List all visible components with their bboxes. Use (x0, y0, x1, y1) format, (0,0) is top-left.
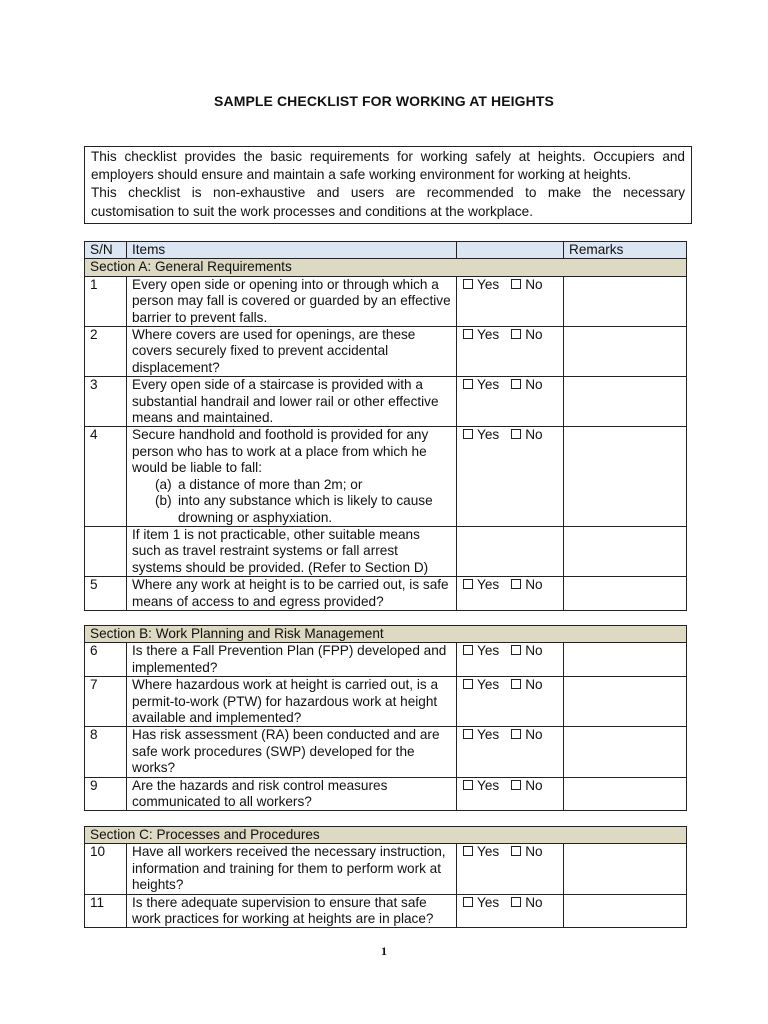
section-b-header-row (85, 626, 687, 643)
row-sn (85, 526, 127, 576)
table-row (85, 844, 687, 894)
remarks-cell[interactable] (564, 643, 687, 677)
remarks-cell[interactable] (564, 777, 687, 811)
no-label: No (525, 894, 543, 910)
row-item-text: Every open side or opening into or through which a person may fall is covered or guarded by an effective barrier to prevent falls. (127, 276, 457, 326)
no-label: No (525, 327, 543, 343)
row-sn: 11 (85, 894, 127, 928)
yes-checkbox[interactable] (463, 897, 473, 907)
no-label: No (525, 844, 543, 860)
yes-label: Yes (477, 727, 500, 743)
yes-checkbox[interactable] (463, 279, 473, 289)
yes-no-options (457, 844, 564, 894)
yes-no-options (457, 577, 564, 611)
no-label: No (525, 577, 543, 593)
section-b-title: Section B: Work Planning and Risk Management (85, 626, 687, 643)
section-a-header-row (85, 259, 687, 276)
no-label: No (525, 427, 543, 443)
answer-cell-empty (457, 526, 564, 576)
table-row (85, 327, 687, 377)
header-remarks: Remarks (564, 242, 687, 259)
remarks-cell[interactable] (564, 377, 687, 427)
yes-no-options (457, 377, 564, 427)
yes-checkbox[interactable] (463, 379, 473, 389)
remarks-cell[interactable] (564, 844, 687, 894)
checklist-table-section-b (84, 625, 687, 811)
yes-label: Yes (477, 894, 500, 910)
yes-no-options (457, 894, 564, 928)
row-item-text: If item 1 is not practicable, other suitable means such as travel restraint systems or fall arrest systems should be provided. (Refer to Section D) (127, 526, 457, 576)
row-sn: 6 (85, 643, 127, 677)
intro-box (84, 146, 692, 224)
section-c-header-row (85, 827, 687, 844)
yes-label: Yes (477, 643, 500, 659)
yes-label: Yes (477, 327, 500, 343)
yes-checkbox[interactable] (463, 679, 473, 689)
yes-label: Yes (477, 777, 500, 793)
remarks-cell[interactable] (564, 526, 687, 576)
header-items: Items (127, 242, 457, 259)
table-row (85, 577, 687, 611)
remarks-cell[interactable] (564, 677, 687, 727)
no-checkbox[interactable] (511, 379, 521, 389)
no-label: No (525, 377, 543, 393)
yes-checkbox[interactable] (463, 645, 473, 655)
yes-label: Yes (477, 577, 500, 593)
no-checkbox[interactable] (511, 780, 521, 790)
row-item-text: Has risk assessment (RA) been conducted and are safe work procedures (SWP) developed for the works? (127, 727, 457, 777)
yes-checkbox[interactable] (463, 579, 473, 589)
row-sn: 7 (85, 677, 127, 727)
row-item-text: Is there adequate supervision to ensure that safe work practices for working at heights are in place? (127, 894, 457, 928)
table-row (85, 643, 687, 677)
remarks-cell[interactable] (564, 727, 687, 777)
sub-item-b: (b) into any substance which is likely to cause drowning or asphyxiation. (155, 493, 433, 525)
row-item-text: Where hazardous work at height is carried out, is a permit-to-work (PTW) for hazardous work at height available and implemented? (127, 677, 457, 727)
yes-no-options (457, 777, 564, 811)
yes-label: Yes (477, 844, 500, 860)
row-sn: 1 (85, 276, 127, 326)
table-row (85, 377, 687, 427)
row-item-main: Secure handhold and foothold is provided for any person who has to work at a place from which he would be liable to fall: (132, 427, 429, 476)
remarks-cell[interactable] (564, 427, 687, 526)
header-sn: S/N (85, 242, 127, 259)
yes-label: Yes (477, 377, 500, 393)
checklist-table-section-a (84, 241, 687, 611)
no-label: No (525, 276, 543, 292)
yes-no-options (457, 327, 564, 377)
no-label: No (525, 727, 543, 743)
table-row (85, 727, 687, 777)
document-title: SAMPLE CHECKLIST FOR WORKING AT HEIGHTS (214, 93, 554, 109)
row-item-text: Are the hazards and risk control measures communicated to all workers? (127, 777, 457, 811)
no-label: No (525, 677, 543, 693)
no-checkbox[interactable] (511, 329, 521, 339)
table-row (85, 677, 687, 727)
no-label: No (525, 777, 543, 793)
row-sn: 9 (85, 777, 127, 811)
table-row (85, 276, 687, 326)
yes-checkbox[interactable] (463, 429, 473, 439)
row-item-text: Is there a Fall Prevention Plan (FPP) developed and implemented? (127, 643, 457, 677)
page-number: 1 (381, 944, 387, 958)
row-sn: 5 (85, 577, 127, 611)
yes-label: Yes (477, 276, 500, 292)
no-checkbox[interactable] (511, 679, 521, 689)
sub-item-a: (a) a distance of more than 2m; or (155, 476, 363, 492)
yes-checkbox[interactable] (463, 846, 473, 856)
row-sn: 10 (85, 844, 127, 894)
no-checkbox[interactable] (511, 279, 521, 289)
row-item-text: Where any work at height is to be carried out, is safe means of access to and egress provided? (127, 577, 457, 611)
intro-paragraph-2: This checklist is non-exhaustive and users are recommended to make the necessary customisation to suit the work processes and conditions at the workplace. (91, 185, 685, 219)
table-header-row (85, 242, 687, 259)
table-row (85, 526, 687, 576)
yes-no-options (457, 677, 564, 727)
row-sn: 4 (85, 427, 127, 526)
no-checkbox[interactable] (511, 729, 521, 739)
remarks-cell[interactable] (564, 894, 687, 928)
yes-label: Yes (477, 427, 500, 443)
remarks-cell[interactable] (564, 577, 687, 611)
yes-checkbox[interactable] (463, 729, 473, 739)
yes-label: Yes (477, 677, 500, 693)
row-item-text (127, 427, 457, 526)
no-label: No (525, 643, 543, 659)
remarks-cell[interactable] (564, 276, 687, 326)
section-c-title: Section C: Processes and Procedures (85, 827, 687, 844)
table-row (85, 777, 687, 811)
row-item-text: Where covers are used for openings, are these covers securely fixed to prevent accidental displacement? (127, 327, 457, 377)
section-a-title: Section A: General Requirements (85, 259, 687, 276)
intro-paragraph-1: This checklist provides the basic requirements for working safely at heights. Occupiers and employers should ensure and maintain a safe working environment for working at heights. (91, 149, 685, 183)
row-item-text: Every open side of a staircase is provided with a substantial handrail and lower rail or other effective means and maintained. (127, 377, 457, 427)
checklist-table-section-c (84, 826, 687, 928)
table-row (85, 894, 687, 928)
no-checkbox[interactable] (511, 846, 521, 856)
row-sn: 2 (85, 327, 127, 377)
yes-no-options (457, 643, 564, 677)
row-sn: 8 (85, 727, 127, 777)
no-checkbox[interactable] (511, 429, 521, 439)
no-checkbox[interactable] (511, 645, 521, 655)
yes-checkbox[interactable] (463, 329, 473, 339)
row-sn: 3 (85, 377, 127, 427)
yes-no-options (457, 727, 564, 777)
yes-no-options (457, 276, 564, 326)
yes-no-options (457, 427, 564, 526)
table-row (85, 427, 687, 526)
no-checkbox[interactable] (511, 897, 521, 907)
remarks-cell[interactable] (564, 327, 687, 377)
yes-checkbox[interactable] (463, 780, 473, 790)
header-answer (457, 242, 564, 259)
no-checkbox[interactable] (511, 579, 521, 589)
row-item-text: Have all workers received the necessary instruction, information and training for them to perform work at heights? (127, 844, 457, 894)
